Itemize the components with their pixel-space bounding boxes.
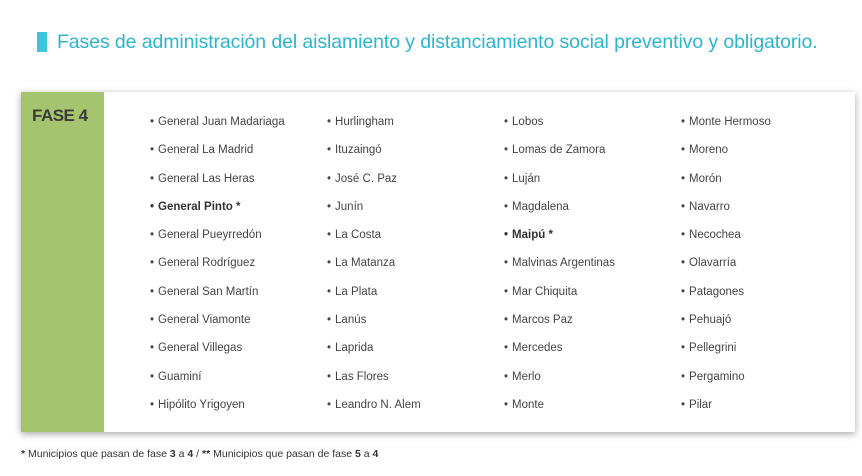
list-item bbox=[327, 199, 421, 227]
phase-panel bbox=[21, 92, 104, 432]
municipio-name: General Rodríguez bbox=[158, 257, 256, 270]
municipio-name: Moreno bbox=[689, 144, 729, 157]
municipios-card bbox=[21, 92, 855, 432]
list-item bbox=[681, 397, 771, 425]
bullet-icon: • bbox=[150, 229, 155, 242]
list-item bbox=[327, 114, 421, 142]
list-item bbox=[327, 369, 421, 397]
phase-label: FASE 4 bbox=[32, 106, 88, 125]
list-item bbox=[681, 199, 771, 227]
bullet-icon: • bbox=[681, 285, 686, 298]
bullet-icon: • bbox=[504, 116, 509, 128]
list-item bbox=[327, 227, 421, 255]
bullet-icon: • bbox=[327, 144, 332, 157]
bullet-icon: • bbox=[681, 229, 686, 242]
municipio-name: General Las Heras bbox=[158, 172, 255, 185]
list-item bbox=[327, 255, 421, 283]
list-item bbox=[327, 312, 421, 340]
list-item bbox=[681, 340, 771, 368]
bullet-icon: • bbox=[504, 172, 509, 185]
municipio-name: Pilar bbox=[689, 398, 713, 411]
list-item bbox=[150, 227, 285, 255]
bullet-icon: • bbox=[150, 370, 155, 383]
municipios-column-2 bbox=[327, 114, 421, 425]
municipio-name: Mar Chiquita bbox=[512, 285, 578, 298]
municipio-name: La Matanza bbox=[335, 257, 396, 270]
bullet-icon: • bbox=[327, 116, 332, 128]
bullet-icon: • bbox=[681, 370, 686, 383]
list-item bbox=[150, 284, 285, 312]
heading-row bbox=[37, 28, 818, 56]
list-item bbox=[150, 142, 285, 170]
municipio-name: Pellegrini bbox=[689, 342, 737, 355]
bullet-icon: • bbox=[327, 342, 332, 355]
footnote-a-1: a bbox=[178, 448, 185, 460]
bullet-icon: • bbox=[327, 172, 332, 185]
footnote-text-2: Municipios que pasan de fase bbox=[213, 448, 353, 460]
bullet-icon: • bbox=[150, 285, 155, 298]
municipios-column-3 bbox=[504, 114, 615, 425]
municipios-column-4 bbox=[681, 114, 771, 425]
list-item bbox=[504, 255, 615, 283]
list-item bbox=[681, 369, 771, 397]
municipio-name: Necochea bbox=[689, 229, 741, 242]
municipio-name: General Juan Madariaga bbox=[158, 116, 285, 128]
list-item bbox=[327, 340, 421, 368]
municipio-name: Marcos Paz bbox=[512, 314, 573, 327]
list-item bbox=[681, 312, 771, 340]
bullet-icon: • bbox=[504, 229, 509, 242]
list-item bbox=[327, 284, 421, 312]
municipio-name: Laprida bbox=[335, 342, 374, 355]
list-item bbox=[150, 171, 285, 199]
list-item bbox=[504, 284, 615, 312]
bullet-icon: • bbox=[681, 144, 686, 157]
list-item bbox=[681, 284, 771, 312]
bullet-icon: • bbox=[681, 342, 686, 355]
list-item bbox=[504, 142, 615, 170]
footnote bbox=[21, 448, 378, 460]
list-item bbox=[150, 397, 285, 425]
list-item bbox=[150, 340, 285, 368]
bullet-icon: • bbox=[150, 144, 155, 157]
municipio-name: Monte bbox=[512, 398, 544, 411]
municipio-name: Ituzaingó bbox=[335, 144, 382, 157]
footnote-text-1: Municipios que pasan de fase bbox=[28, 448, 167, 460]
list-item bbox=[681, 255, 771, 283]
footnote-mark-1: * bbox=[21, 448, 26, 460]
list-item bbox=[150, 255, 285, 283]
list-item bbox=[504, 199, 615, 227]
bullet-icon: • bbox=[327, 314, 332, 327]
municipio-name: Hipólito Yrigoyen bbox=[158, 398, 245, 411]
municipio-name: Morón bbox=[689, 172, 722, 185]
footnote-to-1: 4 bbox=[187, 448, 194, 460]
list-item bbox=[327, 142, 421, 170]
bullet-icon: • bbox=[681, 200, 686, 213]
bullet-icon: • bbox=[327, 200, 332, 213]
bullet-icon: • bbox=[504, 144, 509, 157]
municipios-column-1 bbox=[150, 114, 285, 425]
municipio-name: Luján bbox=[512, 172, 541, 185]
municipio-name: Hurlingham bbox=[335, 116, 394, 128]
municipio-name: Olavarría bbox=[689, 257, 737, 270]
municipio-name: Junín bbox=[335, 200, 364, 213]
municipio-name: Leandro N. Alem bbox=[335, 398, 421, 411]
bullet-icon: • bbox=[150, 116, 155, 128]
list-item bbox=[504, 114, 615, 142]
bullet-icon: • bbox=[681, 257, 686, 270]
heading-accent-bar bbox=[37, 32, 47, 52]
municipio-name: Pergamino bbox=[689, 370, 745, 383]
municipio-name: Magdalena bbox=[512, 200, 569, 213]
list-item bbox=[504, 340, 615, 368]
list-item bbox=[504, 312, 615, 340]
municipio-name: General Pinto * bbox=[158, 200, 241, 213]
bullet-icon: • bbox=[504, 285, 509, 298]
bullet-icon: • bbox=[504, 257, 509, 270]
municipio-name: Lobos bbox=[512, 116, 544, 128]
municipio-name: General Pueyrredón bbox=[158, 229, 262, 242]
bullet-icon: • bbox=[327, 257, 332, 270]
municipio-name: General La Madrid bbox=[158, 144, 254, 157]
municipio-name: Merlo bbox=[512, 370, 541, 383]
bullet-icon: • bbox=[150, 398, 155, 411]
municipio-name: Lomas de Zamora bbox=[512, 144, 606, 157]
list-item bbox=[327, 397, 421, 425]
bullet-icon: • bbox=[150, 200, 155, 213]
municipio-name: Malvinas Argentinas bbox=[512, 257, 615, 270]
footnote-from-1: 3 bbox=[169, 448, 176, 460]
bullet-icon: • bbox=[681, 314, 686, 327]
list-item bbox=[327, 171, 421, 199]
list-item bbox=[150, 369, 285, 397]
bullet-icon: • bbox=[504, 342, 509, 355]
bullet-icon: • bbox=[504, 370, 509, 383]
bullet-icon: • bbox=[327, 370, 332, 383]
bullet-icon: • bbox=[504, 398, 509, 411]
bullet-icon: • bbox=[150, 257, 155, 270]
bullet-icon: • bbox=[681, 398, 686, 411]
list-item bbox=[150, 114, 285, 142]
bullet-icon: • bbox=[327, 285, 332, 298]
footnote-to-2: 4 bbox=[372, 448, 379, 460]
list-item bbox=[681, 171, 771, 199]
municipio-name: La Costa bbox=[335, 229, 382, 242]
municipio-name: Las Flores bbox=[335, 370, 389, 383]
bullet-icon: • bbox=[150, 342, 155, 355]
municipio-name: Guaminí bbox=[158, 370, 202, 383]
municipio-name: Navarro bbox=[689, 200, 730, 213]
list-item bbox=[150, 199, 285, 227]
list-item bbox=[681, 142, 771, 170]
footnote-a-2: a bbox=[363, 448, 370, 460]
bullet-icon: • bbox=[327, 398, 332, 411]
municipio-name: Pehuajó bbox=[689, 314, 732, 327]
list-item bbox=[504, 369, 615, 397]
bullet-icon: • bbox=[681, 172, 686, 185]
bullet-icon: • bbox=[327, 229, 332, 242]
list-item bbox=[504, 397, 615, 425]
municipio-name: Lanús bbox=[335, 314, 367, 327]
municipio-name: José C. Paz bbox=[335, 172, 398, 185]
list-item bbox=[150, 312, 285, 340]
bullet-icon: • bbox=[504, 200, 509, 213]
bullet-icon: • bbox=[681, 116, 686, 128]
footnote-separator: / bbox=[196, 448, 200, 460]
municipio-name: General San Martín bbox=[158, 285, 259, 298]
list-item bbox=[504, 227, 615, 255]
bullet-icon: • bbox=[504, 314, 509, 327]
footnote-mark-2: ** bbox=[202, 448, 211, 460]
bullet-icon: • bbox=[150, 172, 155, 185]
list-item bbox=[681, 114, 771, 142]
municipio-name: General Villegas bbox=[158, 342, 243, 355]
municipio-name: Maipú * bbox=[512, 229, 553, 242]
municipio-name: General Viamonte bbox=[158, 314, 251, 327]
list-item bbox=[504, 171, 615, 199]
bullet-icon: • bbox=[150, 314, 155, 327]
municipio-name: La Plata bbox=[335, 285, 378, 298]
municipio-name: Patagones bbox=[689, 285, 745, 298]
page-title: Fases de administración del aislamiento y distanciamiento social preventivo y obligatorio. bbox=[57, 30, 818, 53]
list-item bbox=[681, 227, 771, 255]
footnote-from-2: 5 bbox=[354, 448, 361, 460]
municipio-name: Mercedes bbox=[512, 342, 563, 355]
municipio-name: Monte Hermoso bbox=[689, 116, 771, 128]
